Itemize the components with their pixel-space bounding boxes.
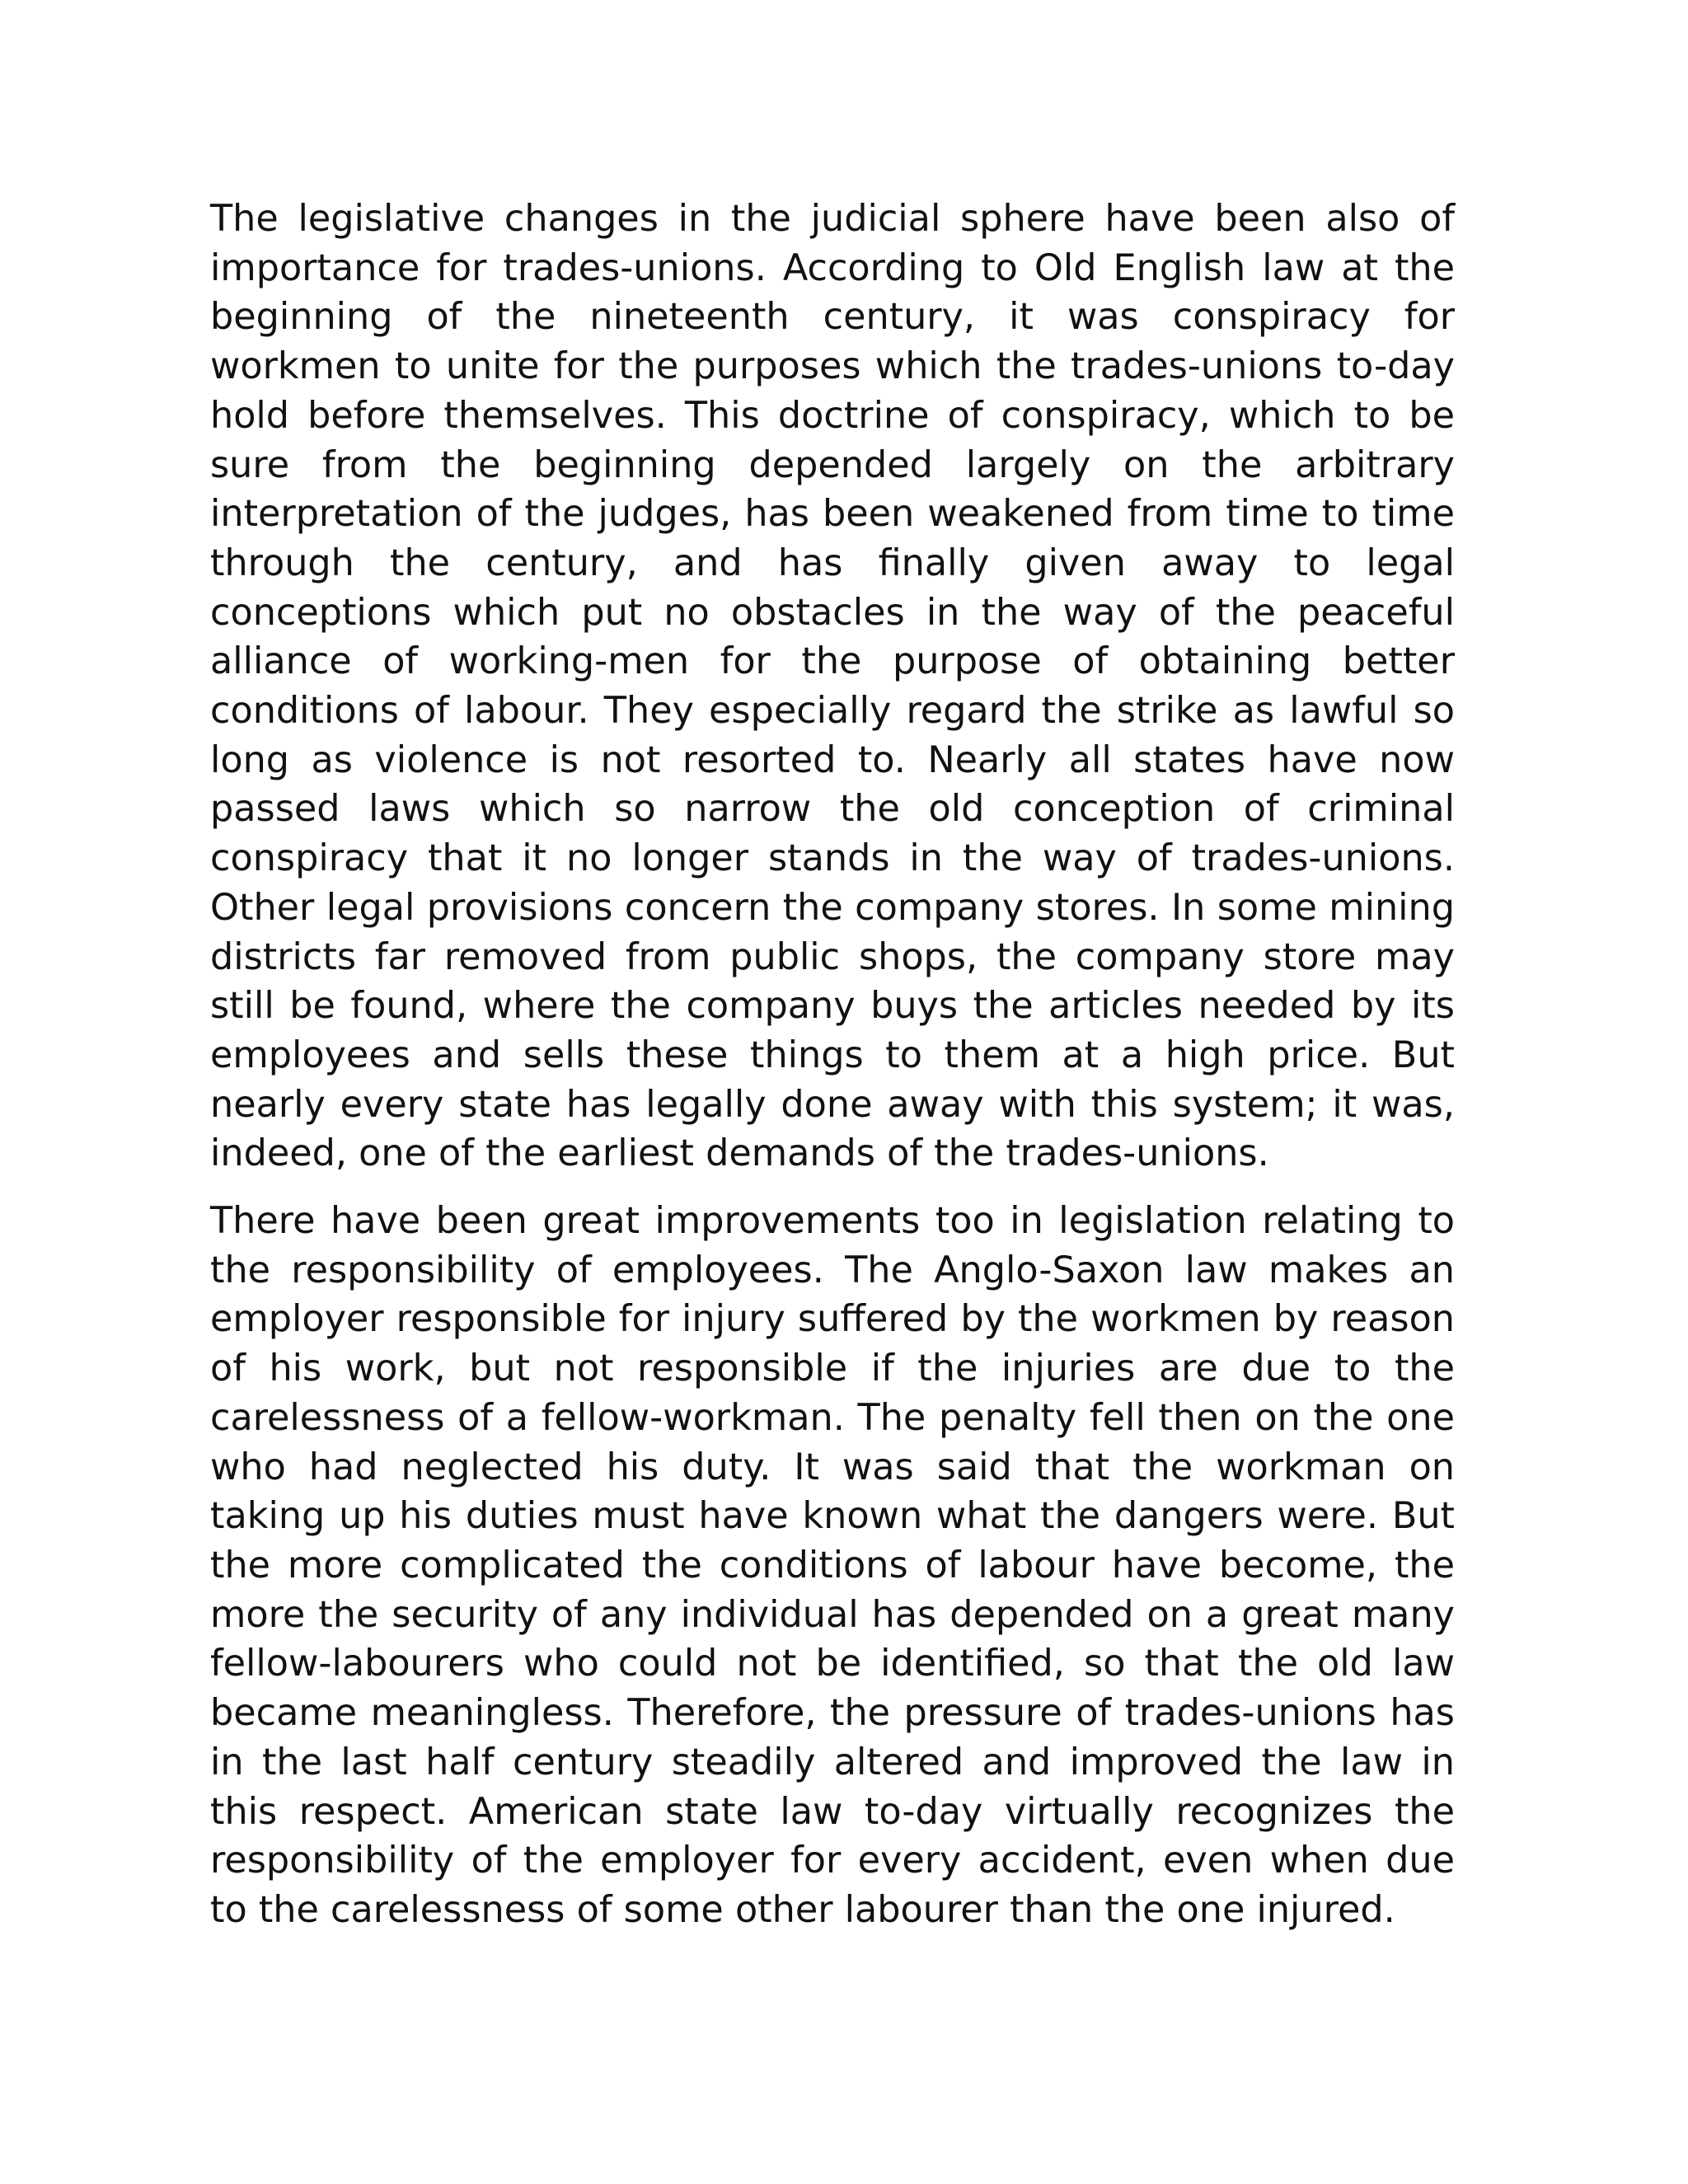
paragraph-employer-responsibility: There have been great improvements too in legislation relating to the responsibility of employees. The Anglo-Saxon law makes an employer responsible for injury suffered by the workmen by reason of his work, but not responsible if the injuries are due to the carelessness of a fellow-workman. The penalty fell then on the one who had neglected his duty. It was said that the workman on taking up his duties must have known what the dangers were. But the more complicated the conditions of labour have become, the more the security of any individual has depended on a great many fellow-labourers who could not be identified, so that the old law became meaningless. Therefore, the pressure of trades-unions has in the last half century steadily altered and improved the law in this respect. American state law to-day virtually recognizes the responsibility of the employer for every accident, even when due to the carelessness of some other labourer than the one injured. [210,1200,1455,1931]
paragraph-judicial-legislation: The legislative changes in the judicial sphere have been also of importance for trades-unions. According to Old English law at the beginning of the nineteenth century, it was conspiracy for workmen to unite for the purposes which the trades-unions to-day hold before themselves. This doctrine of conspiracy, which to be sure from the beginning depended largely on the arbitrary interpretation of the judges, has been weakened from time to time through the century, and has finally given away to legal conceptions which put no obstacles in the way of the peaceful alliance of working-men for the purpose of obtaining better conditions of labour. They especially regard the strike as lawful so long as violence is not resorted to. Nearly all states have now passed laws which so narrow the old conception of criminal conspiracy that it no longer stands in the way of trades-unions. Other legal provisions concern the company stores. In some mining districts far removed from public shops, the company store may still be found, where the company buys the articles needed by its employees and sells these things to them at a high price. But nearly every state has legally done away with this system; it was, indeed, one of the earliest demands of the trades-unions. [210,198,1455,1175]
document-body [210,194,1455,1953]
